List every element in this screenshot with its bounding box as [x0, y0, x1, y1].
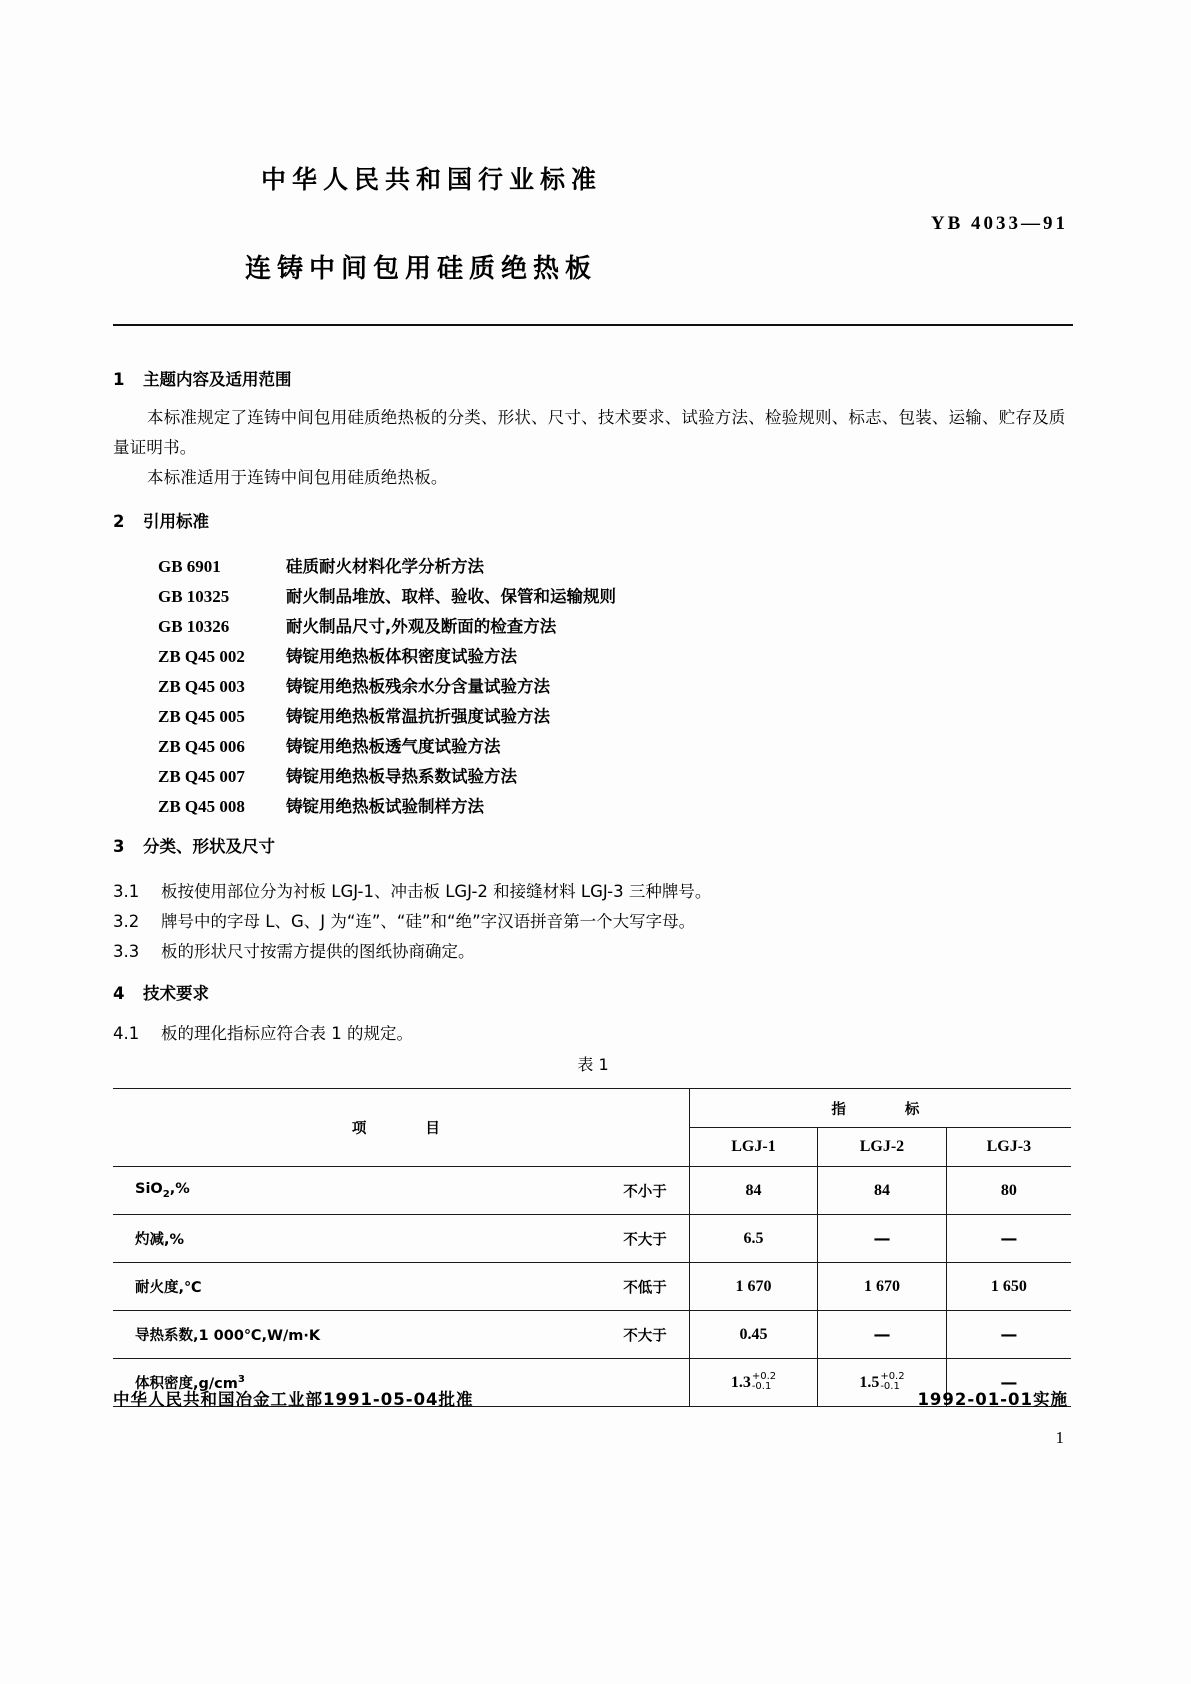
reference-code: ZB Q45 002 — [158, 647, 245, 666]
reference-title: 耐火制品尺寸,外观及断面的检查方法 — [286, 617, 557, 636]
row-value-lgj3: — — [946, 1359, 1071, 1407]
section-2-number: 2 — [113, 512, 125, 531]
reference-code: ZB Q45 006 — [158, 737, 245, 756]
row-item-cell — [113, 1167, 689, 1215]
page-content — [113, 0, 1078, 1684]
section-1-title: 主题内容及适用范围 — [143, 370, 292, 389]
reference-item — [158, 583, 616, 613]
header-divider — [113, 324, 1073, 326]
row-value-lgj1: 6.5 — [689, 1215, 817, 1263]
reference-code: ZB Q45 003 — [158, 677, 245, 696]
section-2-title: 引用标准 — [143, 512, 209, 531]
row-qualifier: 不低于 — [623, 1280, 667, 1296]
row-item-label: SiO$_2$,% — [135, 1181, 190, 1200]
section-4-heading — [113, 980, 209, 1004]
section-1-heading — [113, 366, 292, 390]
section-3-heading — [113, 833, 275, 857]
reference-title: 铸锭用绝热板体积密度试验方法 — [286, 647, 517, 666]
row-value-lgj3: 80 — [946, 1167, 1071, 1215]
section-4-title: 技术要求 — [143, 984, 209, 1003]
clause-4-1-text: 板的理化指标应符合表 1 的规定。 — [161, 1024, 413, 1043]
row-value-lgj1: 84 — [689, 1167, 817, 1215]
reference-title: 铸锭用绝热板导热系数试验方法 — [286, 767, 517, 786]
table-header-grade-lgj2: LGJ-2 — [818, 1128, 946, 1167]
clause-3-3-text: 板的形状尺寸按需方提供的图纸协商确定。 — [161, 942, 475, 961]
table-row — [113, 1167, 1071, 1215]
standard-number: YB 4033—91 — [930, 213, 1068, 234]
table-physical-chemical-indices — [113, 1088, 1071, 1407]
reference-code: GB 10325 — [158, 587, 230, 606]
row-item-label: 导热系数,1 000℃,W/m·K — [135, 1328, 321, 1344]
section-1-number: 1 — [113, 370, 125, 389]
reference-item — [158, 763, 616, 793]
reference-code: GB 6901 — [158, 557, 221, 576]
row-item-cell — [113, 1311, 689, 1359]
clause-3-1-label: 3.1 — [113, 882, 140, 901]
row-qualifier: 不大于 — [623, 1232, 667, 1248]
row-value-lgj3: 1 650 — [946, 1263, 1071, 1311]
reference-item — [158, 733, 616, 763]
reference-title: 硅质耐火材料化学分析方法 — [286, 557, 484, 576]
table-row — [113, 1311, 1071, 1359]
row-item-label: 体积密度$,g/cm^3$ — [135, 1374, 245, 1392]
clause-3-2-text: 牌号中的字母 L、G、J 为“连”、“硅”和“绝”字汉语拼音第一个大写字母。 — [161, 912, 696, 931]
row-value-lgj2: — — [818, 1311, 946, 1359]
tolerance-lgj1: +0.2 -0.1 — [751, 1370, 777, 1392]
table-caption: 表 1 — [577, 1055, 609, 1074]
reference-title: 铸锭用绝热板透气度试验方法 — [286, 737, 501, 756]
row-value-lgj1: 0.45 — [689, 1311, 817, 1359]
row-value-lgj2: 84 — [818, 1167, 946, 1215]
reference-code: ZB Q45 008 — [158, 797, 245, 816]
page-title: 连铸中间包用硅质绝热板 — [245, 254, 598, 284]
reference-code: GB 10326 — [158, 617, 230, 636]
row-value-lgj3: — — [946, 1215, 1071, 1263]
section-4-number: 4 — [113, 984, 125, 1003]
reference-code: ZB Q45 007 — [158, 767, 245, 786]
table-header-row-1 — [113, 1089, 1071, 1128]
row-value-lgj3: — — [946, 1311, 1071, 1359]
tolerance-lgj2: +0.2 -0.1 — [880, 1370, 905, 1392]
table-header-grade-lgj3: LGJ-3 — [946, 1128, 1071, 1167]
row-qualifier: 不大于 — [623, 1328, 667, 1344]
section-3-number: 3 — [113, 837, 125, 856]
reference-title: 耐火制品堆放、取样、验收、保管和运输规则 — [286, 587, 616, 606]
effective-date: 1992-01-01实施 — [917, 1390, 1068, 1409]
clause-4-1 — [113, 1020, 413, 1044]
reference-item — [158, 703, 616, 733]
row-value-lgj2: — — [818, 1215, 946, 1263]
table-row — [113, 1263, 1071, 1311]
reference-title: 铸锭用绝热板试验制样方法 — [286, 797, 484, 816]
clause-3-3 — [113, 938, 475, 962]
row-value-lgj2: 1.5+0.2 -0.1 — [818, 1359, 946, 1407]
row-qualifier: 不小于 — [623, 1184, 667, 1200]
clause-3-1-text: 板按使用部位分为衬板 LGJ-1、冲击板 LGJ-2 和接缝材料 LGJ-3 三种牌号。 — [161, 882, 712, 901]
row-item-cell — [113, 1215, 689, 1263]
table-header-group-indices: 指 标 — [689, 1089, 1071, 1128]
section-2-heading — [113, 508, 209, 532]
section-1-paragraph-1: 本标准规定了连铸中间包用硅质绝热板的分类、形状、尺寸、技术要求、试验方法、检验规则、标志、包装、运输、贮存及质量证明书。 — [113, 408, 1066, 457]
approval-statement: 中华人民共和国冶金工业部1991-05-04批准 — [113, 1390, 474, 1409]
row-value-lgj1: 1.3+0.2 -0.1 — [689, 1359, 817, 1407]
page-number: 1 — [1055, 1428, 1064, 1447]
row-value-lgj1: 1 670 — [689, 1263, 817, 1311]
row-value-lgj2: 1 670 — [818, 1263, 946, 1311]
reference-title: 铸锭用绝热板常温抗折强度试验方法 — [286, 707, 550, 726]
reference-item — [158, 553, 616, 583]
reference-title: 铸锭用绝热板残余水分含量试验方法 — [286, 677, 550, 696]
reference-standards-list — [158, 553, 616, 823]
reference-item — [158, 793, 616, 823]
clause-3-1 — [113, 878, 711, 902]
table-header-grade-lgj1: LGJ-1 — [689, 1128, 817, 1167]
reference-code: ZB Q45 005 — [158, 707, 245, 726]
clause-3-2-label: 3.2 — [113, 912, 140, 931]
row-item-label: 耐火度,℃ — [135, 1280, 202, 1296]
reference-item — [158, 673, 616, 703]
table-row — [113, 1215, 1071, 1263]
section-3-title: 分类、形状及尺寸 — [143, 837, 275, 856]
reference-item — [158, 643, 616, 673]
section-1-paragraph-2: 本标准适用于连铸中间包用硅质绝热板。 — [147, 468, 448, 487]
clause-3-3-label: 3.3 — [113, 942, 140, 961]
clause-4-1-label: 4.1 — [113, 1024, 140, 1043]
row-item-label: 灼减,% — [135, 1232, 185, 1248]
clause-3-2 — [113, 908, 695, 932]
reference-item — [158, 613, 616, 643]
row-item-cell — [113, 1263, 689, 1311]
table-header-item: 项 目 — [113, 1089, 689, 1167]
national-standard-label: 中华人民共和国行业标准 — [261, 165, 603, 194]
